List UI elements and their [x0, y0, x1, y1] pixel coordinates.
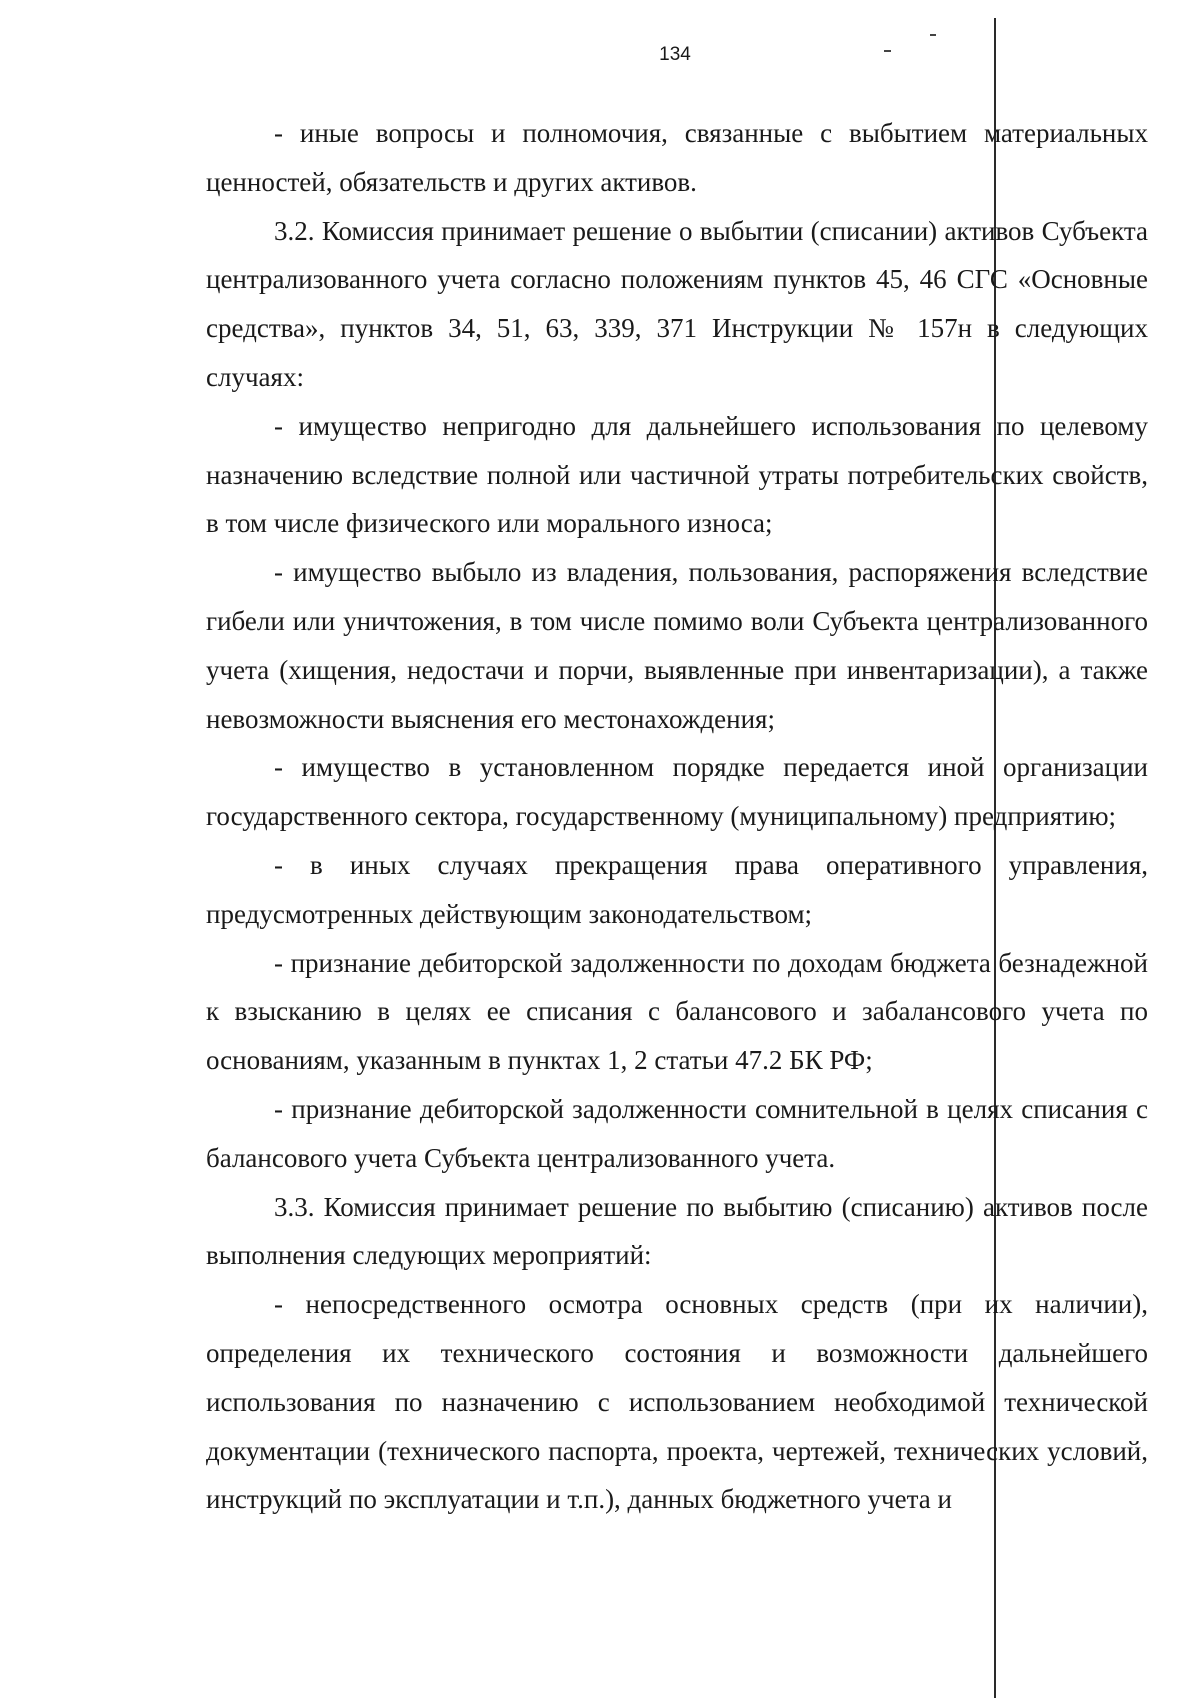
paragraph: - иные вопросы и полномочия, связанные с выбытием материальных ценностей, обязательств и других активов. — [206, 118, 1148, 197]
paragraph: - признание дебиторской задолженности по доходам бюджета безнадежной к взысканию в целях ее списания с балансового и забалансового учета по основаниям, указанным в пунктах 1, 2 статьи 47.2 БК РФ; — [206, 947, 1148, 1076]
paragraph: - непосредственного осмотра основных средств (при их наличии), определения их технического состояния и возможности дальнейшего использования по назначению с использованием необходимой технической документации (технического паспорта, проекта, чертежей, технических условий, инструкций по эксплуатации и т.п.), данных бюджетного учета и — [206, 1289, 1148, 1515]
scan-speck — [930, 34, 936, 36]
document-body — [206, 109, 1148, 1524]
paragraph: 3.3. Комиссия принимает решение по выбытию (списанию) активов после выполнения следующих мероприятий: — [206, 1191, 1148, 1271]
page-number: 134 — [659, 44, 691, 65]
paragraph: - имущество в установленном порядке передается иной организации государственного сектора, государственному (муниципальному) предприятию; — [206, 752, 1148, 832]
paragraph: - признание дебиторской задолженности сомнительной в целях списания с балансового учета Субъекта централизованного учета. — [206, 1093, 1148, 1173]
paragraph: - имущество выбыло из владения, пользования, распоряжения вследствие гибели или уничтожения, в том числе помимо воли Субъекта централизованного учета (хищения, недостачи и порчи, выявленные при инвентаризации), а также невозможности выяснения его местонахождения; — [206, 557, 1148, 734]
paragraph: - в иных случаях прекращения права оперативного управления, предусмотренных действующим законодательством; — [206, 849, 1148, 929]
scan-speck — [884, 50, 891, 52]
paragraph: - имущество непригодно для дальнейшего использования по целевому назначению вследствие полной или частичной утраты потребительских свойств, в том числе физического или морального износа; — [206, 410, 1148, 539]
paragraph: 3.2. Комиссия принимает решение о выбытии (списании) активов Субъекта централизованного учета согласно положениям пунктов 45, 46 СГС «Основные средства», пунктов 34, 51, 63, 339, 371 Инструкции № 157н в следующих случаях: — [206, 215, 1148, 392]
